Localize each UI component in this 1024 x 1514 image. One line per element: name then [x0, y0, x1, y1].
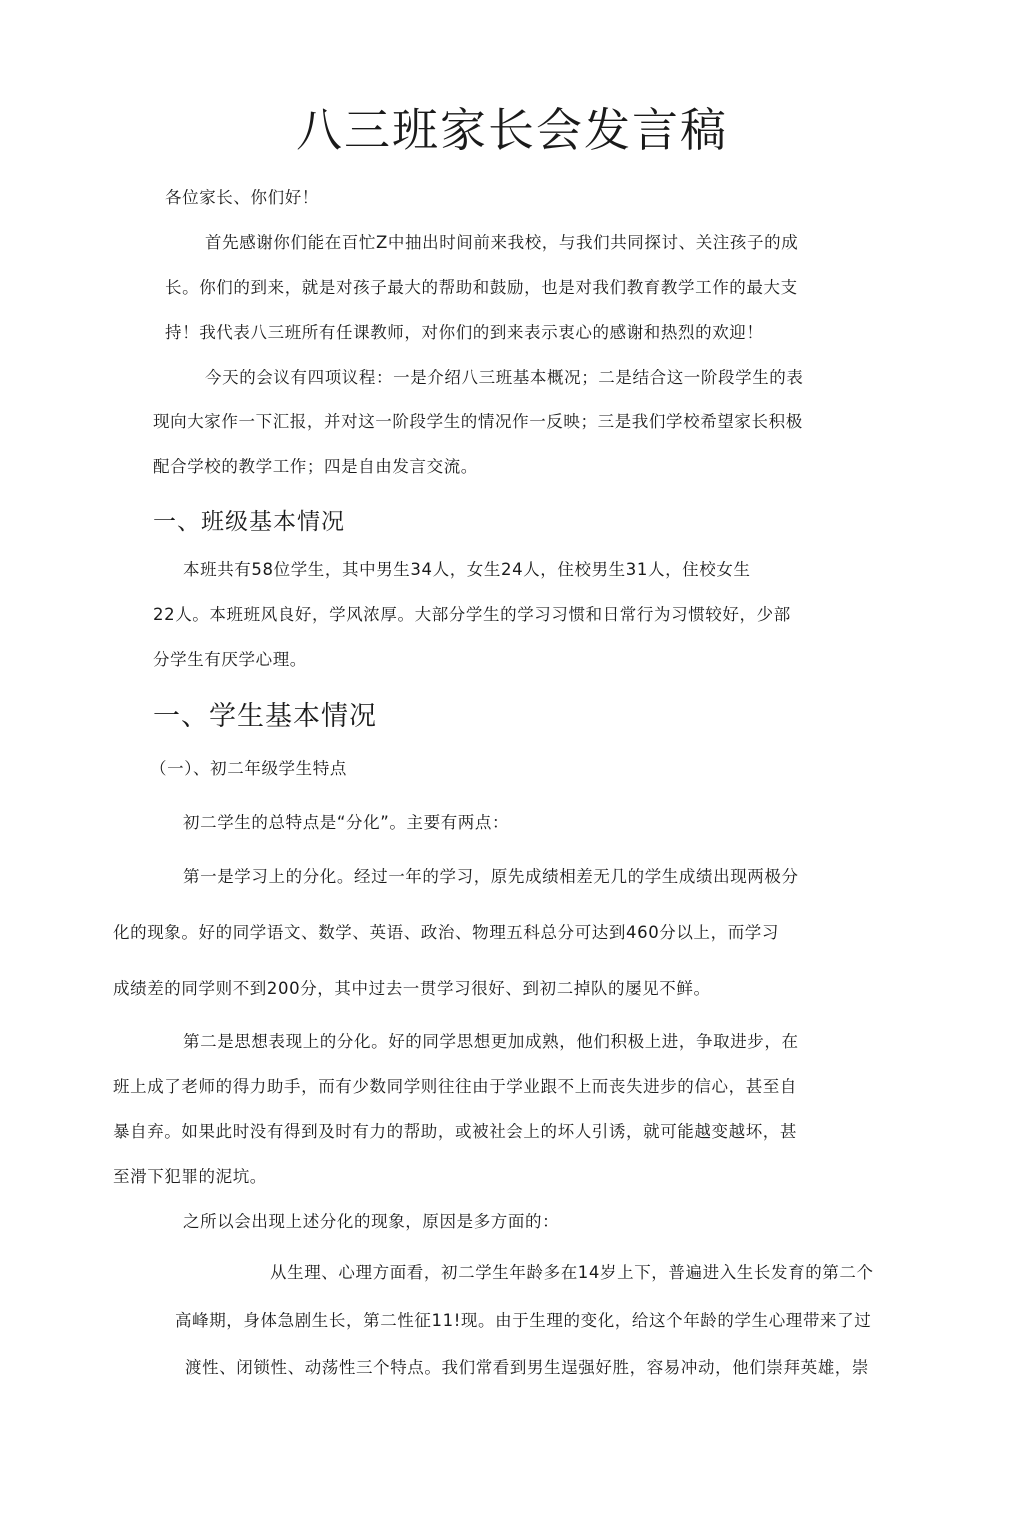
reason-line: 之所以会出现上述分化的现象，原因是多方面的：	[183, 1212, 560, 1231]
section2-heading: 一、学生基本情况	[153, 701, 377, 732]
physio-line: 渡性、闭锁性、动荡性三个特点。我们常看到男生逞强好胜，容易冲动，他们崇拜英雄，崇	[185, 1358, 869, 1377]
point2-line: 暴自弃。如果此时没有得到及时有力的帮助，或被社会上的坏人引诱，就可能越变越坏，甚	[113, 1122, 797, 1141]
agenda-line: 配合学校的教学工作；四是自由发言交流。	[153, 457, 478, 476]
intro-line: 首先感谢你们能在百忙Z中抽出时间前来我校，与我们共同探讨、关注孩子的成	[205, 233, 799, 252]
section1-heading: 一、班级基本情况	[153, 509, 345, 535]
physio-line: 从生理、心理方面看，初二学生年龄多在14岁上下，普遍进入生长发育的第二个	[270, 1263, 874, 1282]
point2-line: 班上成了老师的得力助手，而有少数同学则往往由于学业跟不上而丧失进步的信心，甚至自	[113, 1077, 797, 1096]
physio-line: 高峰期，身体急剧生长，第二性征11!现。由于生理的变化，给这个年龄的学生心理带来了过	[175, 1311, 872, 1330]
section1-line: 本班共有58位学生，其中男生34人，女生24人，住校男生31人，住校女生	[183, 560, 751, 579]
document-title: 八三班家长会发言稿	[296, 103, 728, 157]
greeting: 各位家长、你们好！	[165, 188, 319, 207]
point1-line: 第一是学习上的分化。经过一年的学习，原先成绩相差无几的学生成绩出现两极分	[183, 867, 799, 886]
point1-line: 化的现象。好的同学语文、数学、英语、政治、物理五科总分可达到460分以上，而学习	[113, 923, 779, 942]
intro-line: 持！我代表八三班所有任课教师，对你们的到来表示衷心的感谢和热烈的欢迎！	[165, 323, 764, 342]
agenda-line: 今天的会议有四项议程：一是介绍八三班基本概况；二是结合这一阶段学生的表	[205, 368, 804, 387]
section2-subheading: （一）、初二年级学生特点	[150, 759, 347, 778]
point2-line: 至滑下犯罪的泥坑。	[113, 1167, 267, 1186]
intro-line: 长。你们的到来，就是对孩子最大的帮助和鼓励，也是对我们教育教学工作的最大支	[165, 278, 798, 297]
section1-line: 22人。本班班风良好，学风浓厚。大部分学生的学习习惯和日常行为习惯较好，少部	[153, 605, 791, 624]
point2-line: 第二是思想表现上的分化。好的同学思想更加成熟，他们积极上进，争取进步，在	[183, 1032, 799, 1051]
section1-line: 分学生有厌学心理。	[153, 650, 307, 669]
point1-line: 成绩差的同学则不到200分，其中过去一贯学习很好、到初二掉队的屡见不鲜。	[113, 979, 711, 998]
summary-line: 初二学生的总特点是“分化”。主要有两点：	[183, 813, 510, 832]
agenda-line: 现向大家作一下汇报，并对这一阶段学生的情况作一反映；三是我们学校希望家长积极	[153, 412, 803, 431]
